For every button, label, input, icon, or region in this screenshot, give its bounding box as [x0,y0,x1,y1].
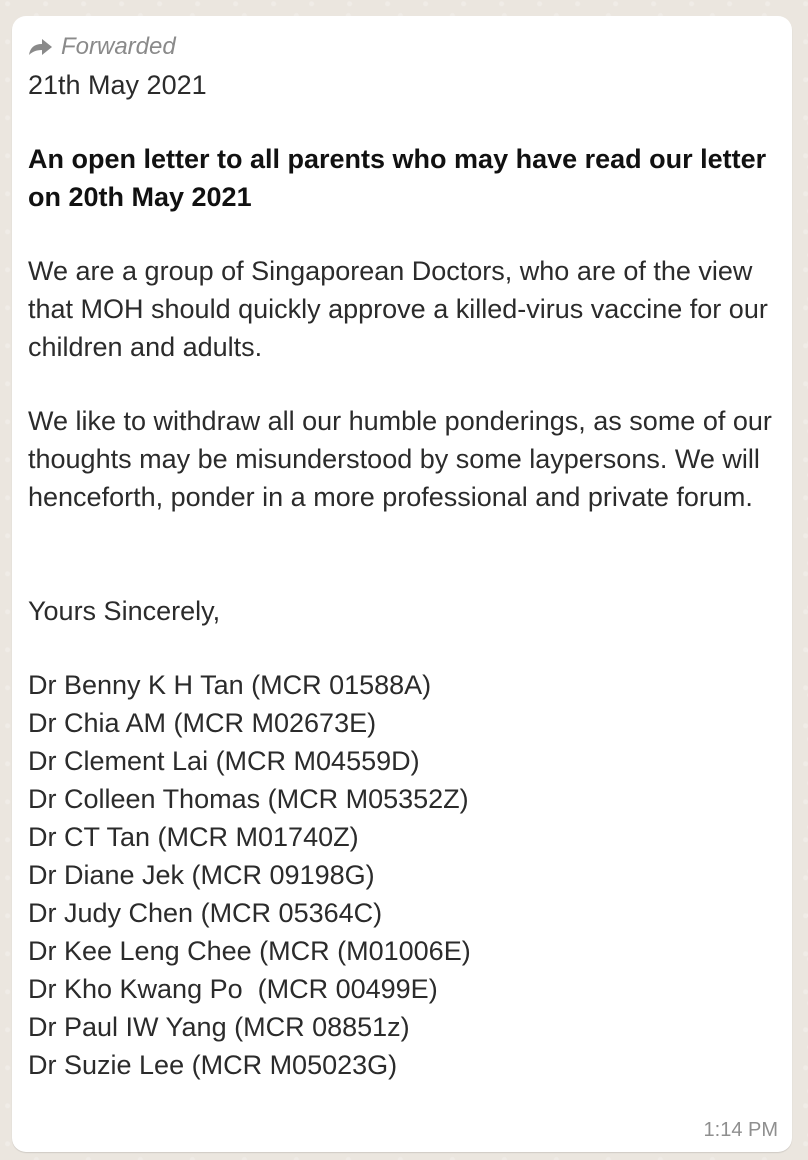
forwarded-message-bubble[interactable] [12,16,792,1152]
forwarded-header [28,32,774,62]
signatory-item: Dr Clement Lai (MCR M04559D) [28,746,420,776]
signatory-item: Dr Suzie Lee (MCR M05023G) [28,1050,398,1080]
message-headline: An open letter to all parents who may have read our letter on 20th May 2021 [28,144,767,212]
signatory-item: Dr Colleen Thomas (MCR M05352Z) [28,784,469,814]
closing-line: Yours Sincerely, [28,596,221,626]
forwarded-label: Forwarded [61,33,176,60]
signatory-item: Dr Benny K H Tan (MCR 01588A) [28,670,432,700]
signatory-item: Dr Paul IW Yang (MCR 08851z) [28,1012,410,1042]
message-paragraph-2: We like to withdraw all our humble ponderings, as some of our thoughts may be misunderstood by some laypersons. We will henceforth, ponder in a more professional and private forum. [28,406,772,512]
message-paragraph-1: We are a group of Singaporean Doctors, who are of the view that MOH should quickly approve a killed-virus vaccine for our children and adults. [28,256,768,362]
forward-arrow-icon [28,38,53,56]
signatory-item: Dr Kee Leng Chee (MCR (M01006E) [28,936,471,966]
signatory-item: Dr Kho Kwang Po (MCR 00499E) [28,974,438,1004]
message-date: 21th May 2021 [28,70,207,100]
message-timestamp: 1:14 PM [703,1119,778,1141]
signatory-item: Dr Chia AM (MCR M02673E) [28,708,377,738]
signatory-item: Dr Judy Chen (MCR 05364C) [28,898,383,928]
signatory-list [28,666,774,1084]
signatory-item: Dr Diane Jek (MCR 09198G) [28,860,375,890]
signatory-item: Dr CT Tan (MCR M01740Z) [28,822,359,852]
